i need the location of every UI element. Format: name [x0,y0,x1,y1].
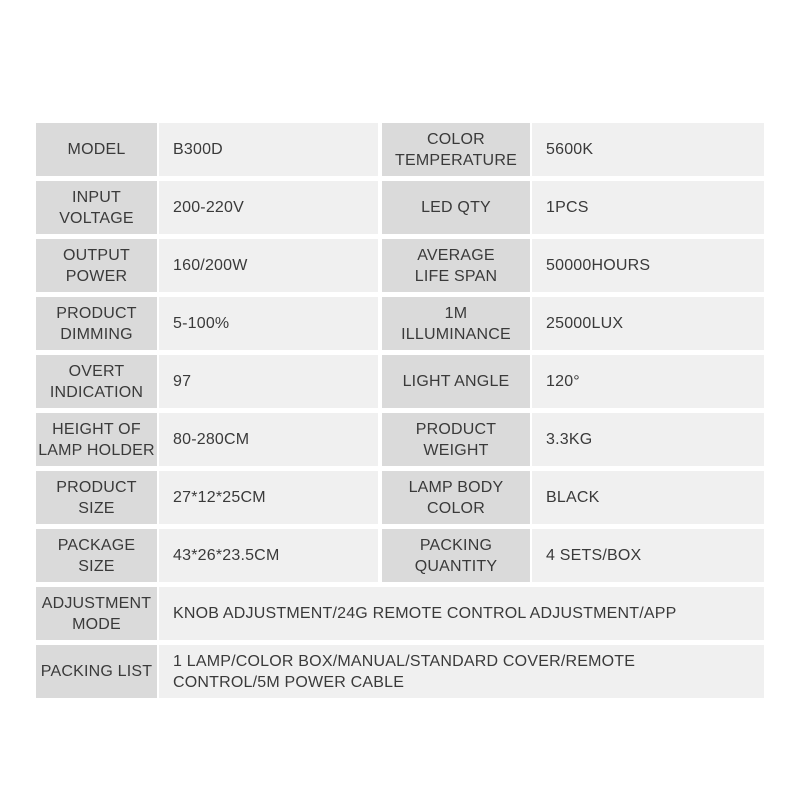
spec-value: BLACK [532,471,764,524]
spec-value: 5-100% [159,297,378,350]
spec-row-lamp-holder [36,413,764,466]
spec-value: B300D [159,123,378,176]
spec-value: 160/200W [159,239,378,292]
spec-row-adjustment-mode [36,587,764,640]
spec-value: 43*26*23.5CM [159,529,378,582]
spec-label: HEIGHT OF LAMP HOLDER [36,413,157,466]
spec-value: 5600K [532,123,764,176]
spec-label: LAMP BODY COLOR [382,471,530,524]
spec-label: PRODUCT DIMMING [36,297,157,350]
spec-label: AVERAGE LIFE SPAN [382,239,530,292]
spec-value: 80-280CM [159,413,378,466]
spec-label: ADJUSTMENT MODE [36,587,157,640]
spec-label: LIGHT ANGLE [382,355,530,408]
spec-value: 50000HOURS [532,239,764,292]
spec-label: MODEL [36,123,157,176]
spec-value: 3.3KG [532,413,764,466]
spec-row-package-size [36,529,764,582]
spec-value: 200-220V [159,181,378,234]
spec-row-model [36,123,764,176]
spec-value: 120° [532,355,764,408]
spec-label: PACKING QUANTITY [382,529,530,582]
spec-label: PACKING LIST [36,645,157,698]
spec-row-product-size [36,471,764,524]
spec-label: PRODUCT SIZE [36,471,157,524]
spec-label: PACKAGE SIZE [36,529,157,582]
spec-row-packing-list [36,645,764,698]
spec-row-product-dimming [36,297,764,350]
spec-label: COLOR TEMPERATURE [382,123,530,176]
spec-table [36,123,764,698]
spec-label: 1M ILLUMINANCE [382,297,530,350]
spec-value: 1PCS [532,181,764,234]
spec-label: LED QTY [382,181,530,234]
spec-value: 25000LUX [532,297,764,350]
spec-label: OUTPUT POWER [36,239,157,292]
spec-label: PRODUCT WEIGHT [382,413,530,466]
spec-row-overt-indication [36,355,764,408]
spec-value: 27*12*25CM [159,471,378,524]
spec-value: 97 [159,355,378,408]
spec-value: 1 LAMP/COLOR BOX/MANUAL/STANDARD COVER/REMOTE CONTROL/5M POWER CABLE [159,645,764,698]
spec-row-output-power [36,239,764,292]
spec-label: OVERT INDICATION [36,355,157,408]
spec-row-input-voltage [36,181,764,234]
spec-value: 4 SETS/BOX [532,529,764,582]
spec-value: KNOB ADJUSTMENT/24G REMOTE CONTROL ADJUSTMENT/APP [159,587,764,640]
spec-label: INPUT VOLTAGE [36,181,157,234]
